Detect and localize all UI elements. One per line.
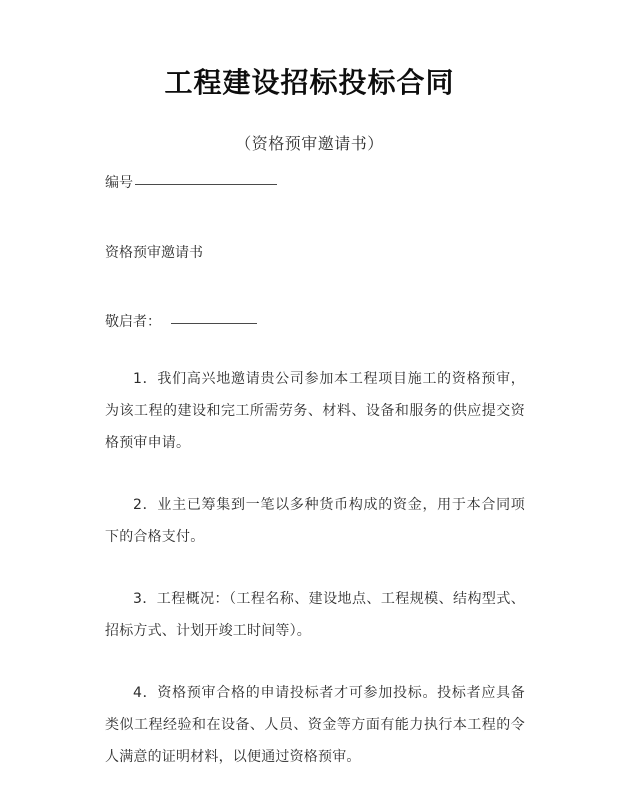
serial-number-field <box>105 172 525 194</box>
document-body <box>105 172 525 773</box>
spacer <box>105 647 525 677</box>
page-subtitle: （资格预审邀请书） <box>235 134 384 153</box>
clause-item <box>105 489 525 553</box>
clause-text: 我们高兴地邀请贵公司参加本工程项目施工的资格预审，为该工程的建设和完工所需劳务、材料、设备和服务的供应提交资格预审申请。 <box>105 371 526 452</box>
clause-number: 4． <box>133 685 158 702</box>
spacer <box>105 459 525 489</box>
salutation-label: 敬启者： <box>105 313 161 330</box>
clause-item <box>105 583 525 647</box>
salutation-field <box>105 311 525 333</box>
clause-number: 3． <box>133 591 157 608</box>
clause-text: 工程概况：（工程名称、建设地点、工程规模、结构型式、招标方式、计划开竣工时间等）。 <box>105 591 525 640</box>
spacer <box>105 553 525 583</box>
document-heading-line: 资格预审邀请书 <box>105 245 203 262</box>
serial-number-label: 编号 <box>105 175 133 191</box>
clause-item <box>105 363 525 459</box>
spacer <box>105 333 525 363</box>
clause-number: 1． <box>133 371 158 388</box>
clause-item <box>105 677 525 773</box>
salutation-input[interactable] <box>171 323 257 324</box>
clause-text: 资格预审合格的申请投标者才可参加投标。投标者应具备类似工程经验和在设备、人员、资金等方面有能力执行本工程的令人满意的证明材料，以便通过资格预审。 <box>105 685 526 766</box>
clause-number: 2． <box>133 497 158 514</box>
serial-number-input[interactable] <box>135 184 277 185</box>
spacer <box>105 265 525 311</box>
page-title: 工程建设招标投标合同 <box>164 66 455 99</box>
spacer <box>105 194 525 242</box>
clause-text: 业主已筹集到一笔以多种货币构成的资金，用于本合同项下的合格支付。 <box>105 497 526 546</box>
